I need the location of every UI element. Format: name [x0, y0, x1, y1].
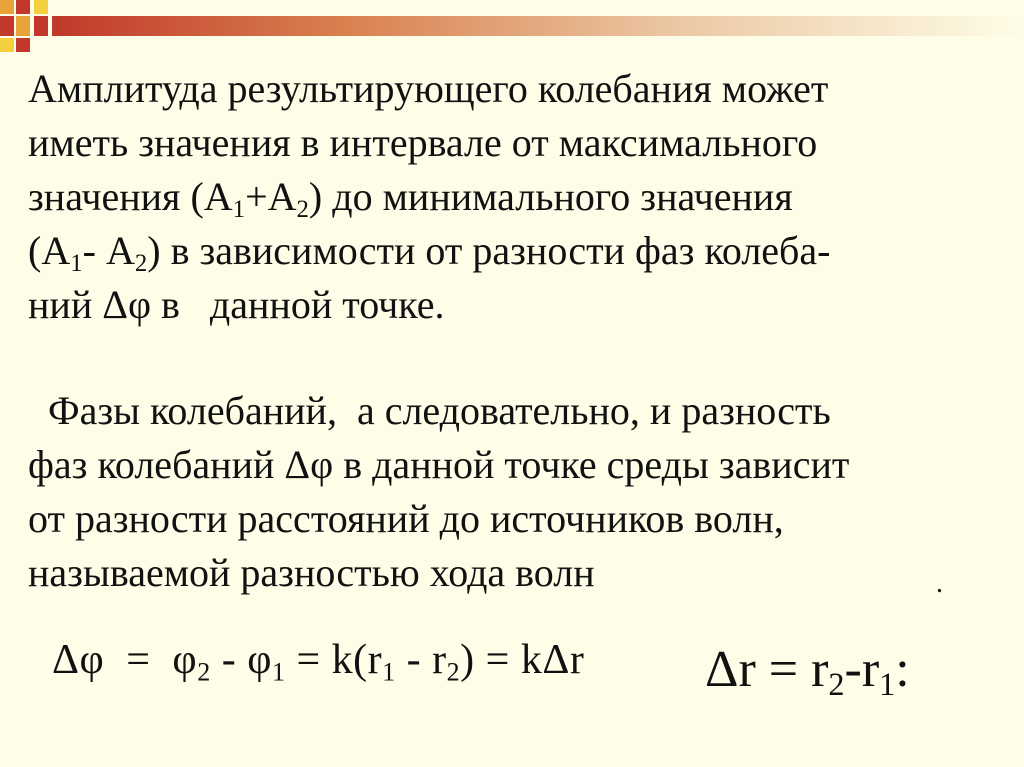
- decor-square: [34, 0, 48, 14]
- decor-square: [16, 0, 30, 14]
- phase-difference-formula: $\Delta\varphi = \varphi_2 - \varphi_1 = k(r_1 - r_2) = k\Delta r$: [52, 637, 585, 687]
- decor-gradient-bar: [52, 16, 1024, 36]
- decor-square: [16, 16, 30, 36]
- text-line: иметь значения в интервале от максимального: [28, 120, 818, 165]
- text-line: Амплитуда результирующего колебания может: [28, 66, 829, 111]
- text-line: ний Δφ в данной точке.: [28, 282, 445, 327]
- text-line: фаз колебаний Δφ в данной точке среды зависит: [28, 442, 850, 487]
- decor-square: [0, 0, 14, 14]
- decor-square: [0, 16, 14, 36]
- text-line: от разности расстояний до источников волн,: [28, 496, 784, 541]
- trailing-dot: .: [936, 568, 943, 599]
- text-line: называемой разностью хода волн: [28, 550, 595, 595]
- text-line: Фазы колебаний, а следовательно, и разность: [28, 388, 831, 433]
- paragraph-amplitude: [28, 62, 830, 332]
- text-line: ($А_1-$ $А_2$) в зависимости от разности фаз колеба-: [28, 228, 831, 277]
- paragraph-phase-difference: [28, 384, 849, 600]
- decorative-header: [0, 0, 1024, 60]
- path-difference-formula: $\Delta r = r_2-r_1$:: [705, 641, 910, 703]
- text-line: значения $(А_1+А_2)$ до минимального значения: [28, 174, 793, 223]
- decor-square: [16, 38, 30, 52]
- decor-square: [0, 38, 14, 52]
- decor-square: [34, 16, 48, 36]
